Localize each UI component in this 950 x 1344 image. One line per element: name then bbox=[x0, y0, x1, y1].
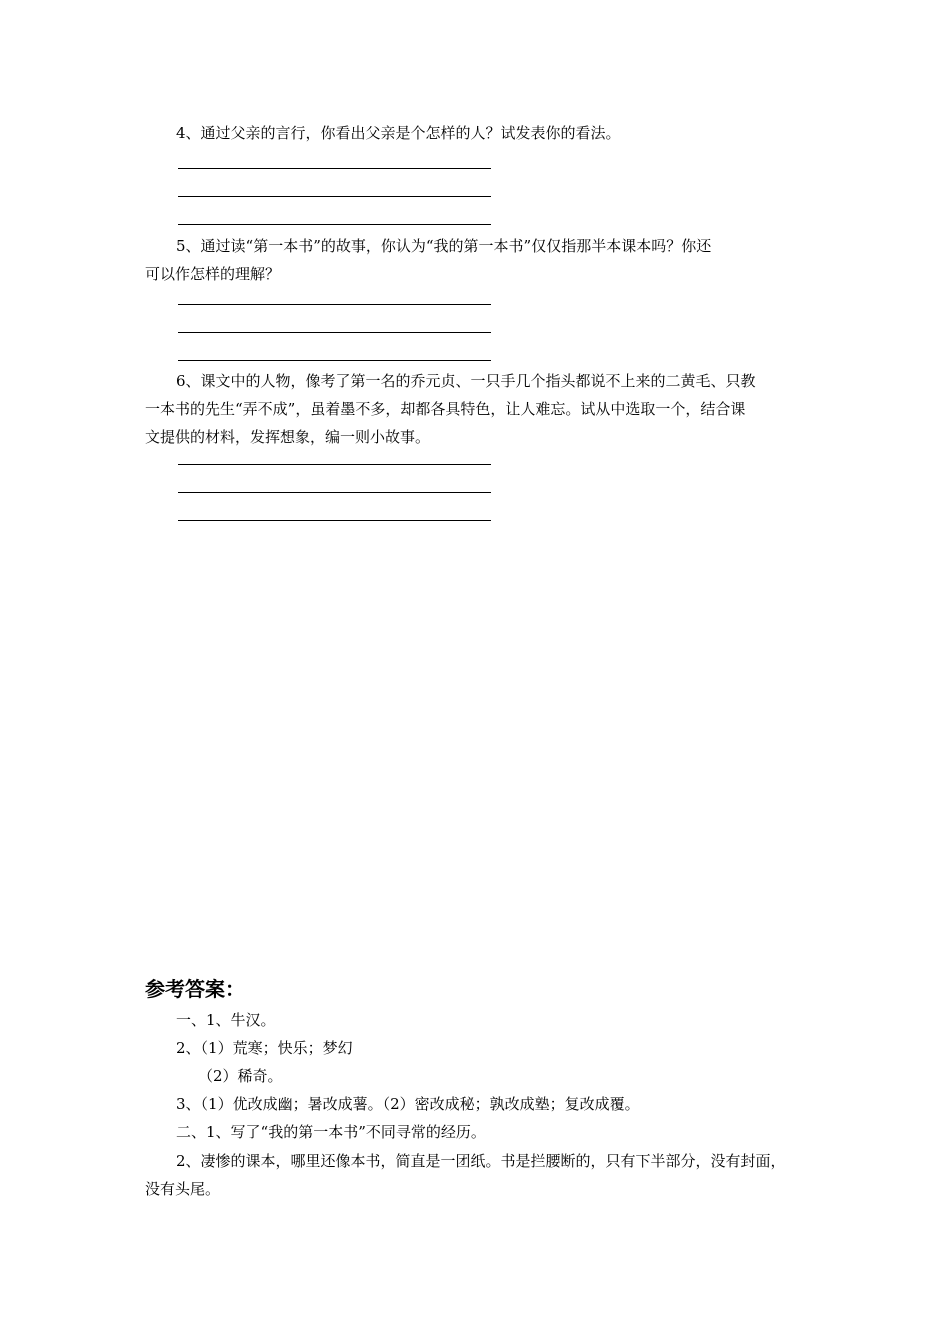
answer-item: 一、1、牛汉。 bbox=[176, 1011, 276, 1029]
answer-item: 2、（1）荒寒；快乐；梦幻 bbox=[176, 1039, 353, 1057]
answer-line bbox=[178, 520, 491, 521]
answer-item: 没有头尾。 bbox=[145, 1180, 221, 1198]
question-4-text: 4、通过父亲的言行，你看出父亲是个怎样的人？试发表你的看法。 bbox=[176, 124, 621, 142]
question-6-line-1: 6、课文中的人物，像考了第一名的乔元贞、一只手几个指头都说不上来的二黄毛、只教 bbox=[176, 372, 756, 390]
answer-item: 二、1、写了“我的第一本书”不同寻常的经历。 bbox=[176, 1123, 486, 1141]
answer-line bbox=[178, 304, 491, 305]
answers-heading: 参考答案： bbox=[145, 977, 245, 1001]
question-6-line-3: 文提供的材料，发挥想象，编一则小故事。 bbox=[145, 428, 431, 446]
answer-item: 3、（1）优改成幽；暑改成薯。（2）密改成秘；孰改成塾；复改成覆。 bbox=[176, 1095, 640, 1113]
answer-line bbox=[178, 196, 491, 197]
answer-line bbox=[178, 224, 491, 225]
question-5-line-2: 可以作怎样的理解？ bbox=[145, 265, 281, 283]
question-6-line-2: 一本书的先生“弄不成”，虽着墨不多，却都各具特色，让人难忘。试从中选取一个，结合课 bbox=[145, 400, 746, 418]
answer-line bbox=[178, 464, 491, 465]
answer-line bbox=[178, 360, 491, 361]
question-5-line-1: 5、通过读“第一本书”的故事，你认为“我的第一本书”仅仅指那半本课本吗？你还 bbox=[176, 237, 712, 255]
answer-item: 2、凄惨的课本，哪里还像本书，简直是一团纸。书是拦腰断的，只有下半部分，没有封面， bbox=[176, 1152, 786, 1170]
answer-line bbox=[178, 332, 491, 333]
answer-item: （2）稀奇。 bbox=[198, 1067, 283, 1085]
answer-line bbox=[178, 168, 491, 169]
answer-line bbox=[178, 492, 491, 493]
